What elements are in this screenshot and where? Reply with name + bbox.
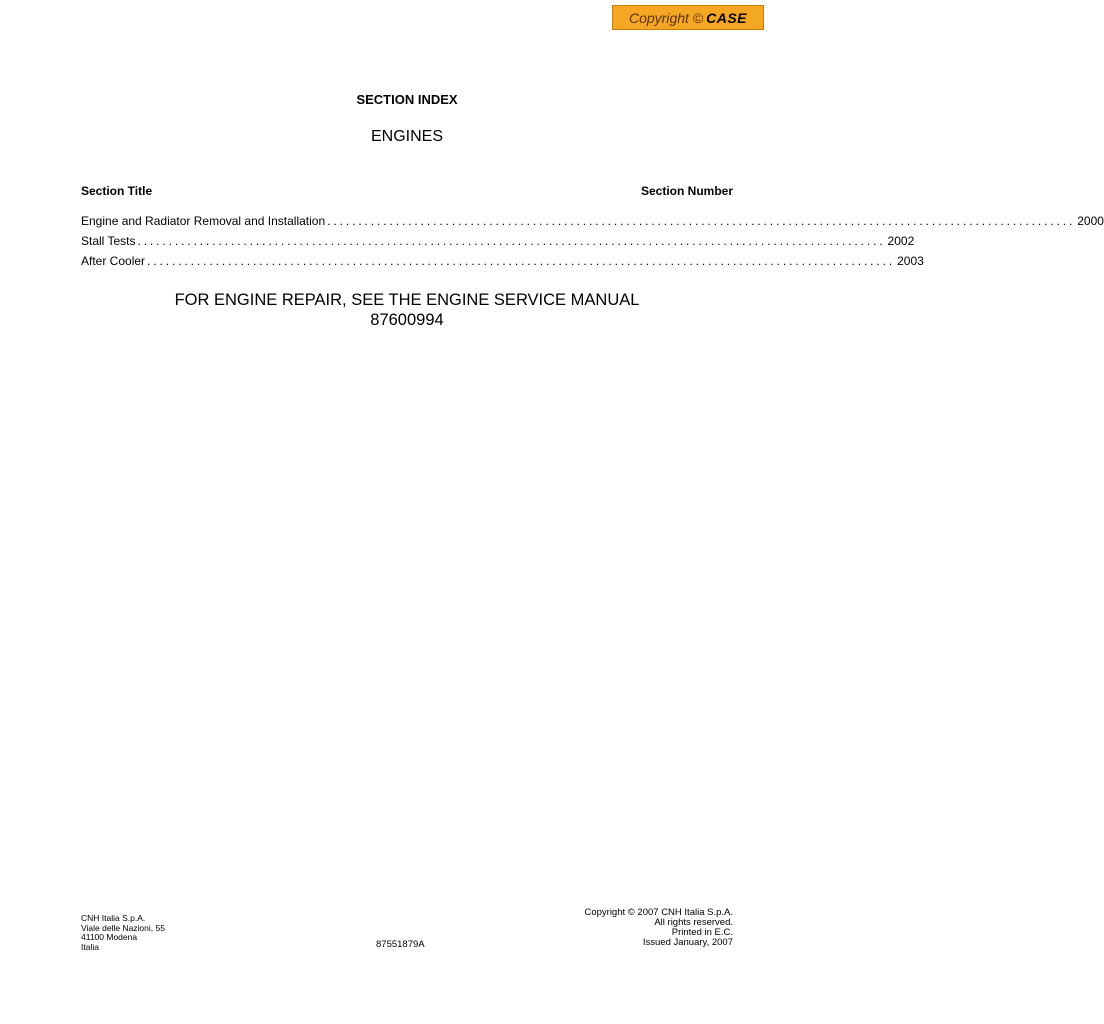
case-logo: CASE <box>706 9 748 26</box>
toc-entry <box>81 234 915 248</box>
dot-leader: ........................................................................................................................ <box>327 214 1076 228</box>
copyright-notice <box>584 908 733 948</box>
dot-leader: ........................................................................................................................ <box>137 234 886 248</box>
engine-repair-notice <box>50 290 764 330</box>
service-manual-number: 87600994 <box>370 311 444 329</box>
section-index-heading: SECTION INDEX <box>356 92 458 107</box>
section-number-column-header: Section Number <box>640 184 733 198</box>
toc-entry-number: 2000 <box>1077 214 1104 228</box>
dot-leader: ........................................................................................................................ <box>147 254 896 268</box>
toc-entry-title: After Cooler <box>81 254 146 268</box>
publisher-address <box>81 914 165 952</box>
address-line: CNH Italia S.p.A. <box>81 913 146 923</box>
copyright-line: Issued January, 2007 <box>642 937 733 948</box>
toc-entry <box>81 254 924 268</box>
address-line: 41100 Modena <box>81 932 138 942</box>
notice-line: FOR ENGINE REPAIR, SEE THE ENGINE SERVICE MANUAL <box>174 291 640 309</box>
document-number: 87551879A <box>376 939 425 950</box>
address-line: Italia <box>81 941 99 952</box>
copyright-case-badge <box>612 5 764 30</box>
badge-copyright-text: Copyright © <box>628 9 704 26</box>
toc-entry-title: Engine and Radiator Removal and Installation <box>81 214 326 228</box>
address-line: Viale delle Nazioni, 55 <box>81 922 165 933</box>
toc-entry-number: 2002 <box>887 234 915 248</box>
toc-entry-number: 2003 <box>897 254 924 268</box>
section-title-column-header: Section Title <box>81 184 153 198</box>
page-title: ENGINES <box>370 128 443 145</box>
copyright-line: All rights reserved. <box>654 917 733 928</box>
copyright-line: Printed in E.C. <box>671 927 733 938</box>
copyright-line: Copyright © 2007 CNH Italia S.p.A. <box>584 907 733 918</box>
toc-entry-title: Stall Tests <box>81 234 136 248</box>
toc-entry <box>81 214 1104 228</box>
